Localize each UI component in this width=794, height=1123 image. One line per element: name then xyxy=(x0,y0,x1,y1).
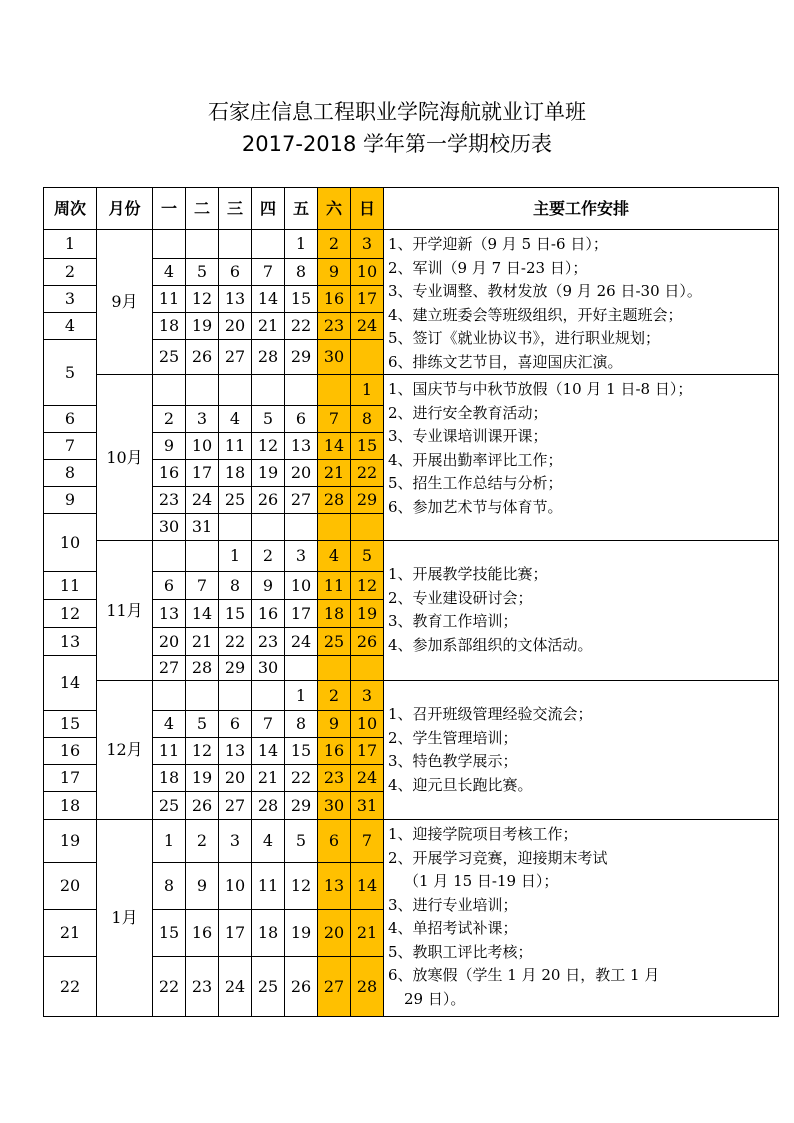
day-cell: 15 xyxy=(153,910,186,957)
day-cell: 27 xyxy=(285,487,318,514)
day-cell: 21 xyxy=(186,628,219,656)
week-number: 21 xyxy=(44,910,97,957)
weekend-day-cell: 5 xyxy=(351,541,384,572)
task-item: 3、专业课培训课开课； xyxy=(388,427,548,445)
day-cell: 11 xyxy=(153,286,186,313)
weekend-day-cell: 19 xyxy=(351,600,384,628)
task-item: 1、国庆节与中秋节放假（10 月 1 日-8 日）； xyxy=(388,380,693,398)
weekend-day-cell xyxy=(351,514,384,541)
day-cell: 16 xyxy=(186,910,219,957)
day-cell: 14 xyxy=(252,286,285,313)
weekend-day-cell: 7 xyxy=(318,406,351,433)
task-item: 29 日）。 xyxy=(404,989,466,1008)
day-cell: 10 xyxy=(219,863,252,910)
week-row xyxy=(44,681,779,711)
day-cell: 13 xyxy=(219,286,252,313)
week-number: 19 xyxy=(44,820,97,863)
day-cell: 6 xyxy=(219,259,252,286)
day-cell: 10 xyxy=(285,572,318,600)
day-cell: 24 xyxy=(285,628,318,656)
week-number: 12 xyxy=(44,600,97,628)
day-cell: 16 xyxy=(252,600,285,628)
document-subtitle: 2017-2018 学年第一学期校历表 xyxy=(241,132,553,156)
day-cell: 7 xyxy=(186,572,219,600)
task-item: 2、军训（9 月 7 日-23 日）； xyxy=(388,258,588,277)
day-cell: 5 xyxy=(186,711,219,738)
day-cell: 6 xyxy=(285,406,318,433)
day-cell: 9 xyxy=(186,863,219,910)
day-cell: 1 xyxy=(285,681,318,711)
weekend-day-cell xyxy=(318,375,351,406)
weekend-day-cell: 23 xyxy=(318,765,351,792)
weekend-day-cell: 11 xyxy=(318,572,351,600)
week-number: 7 xyxy=(44,433,97,460)
weekend-day-cell: 3 xyxy=(351,681,384,711)
task-item: 3、专业调整、教材发放（9 月 26 日-30 日）。 xyxy=(388,282,702,300)
weekend-day-cell xyxy=(351,656,384,681)
day-cell: 21 xyxy=(252,765,285,792)
week-number: 9 xyxy=(44,487,97,514)
day-cell: 4 xyxy=(153,711,186,738)
day-cell: 19 xyxy=(186,765,219,792)
header-cell: 周次 xyxy=(44,188,97,230)
weekend-day-cell: 22 xyxy=(351,460,384,487)
day-cell xyxy=(285,514,318,541)
header-cell: 四 xyxy=(252,188,285,230)
day-cell: 6 xyxy=(153,572,186,600)
day-cell: 21 xyxy=(252,313,285,340)
day-cell: 18 xyxy=(252,910,285,957)
day-cell: 12 xyxy=(186,738,219,765)
week-number: 16 xyxy=(44,738,97,765)
day-cell: 26 xyxy=(285,957,318,1017)
day-cell: 13 xyxy=(219,738,252,765)
day-cell: 12 xyxy=(252,433,285,460)
week-number: 15 xyxy=(44,711,97,738)
day-cell xyxy=(252,681,285,711)
weekend-day-cell: 16 xyxy=(318,286,351,313)
day-cell: 11 xyxy=(153,738,186,765)
week-number: 18 xyxy=(44,792,97,820)
week-number: 11 xyxy=(44,572,97,600)
weekend-day-cell: 21 xyxy=(318,460,351,487)
work-arrangement xyxy=(384,681,779,820)
day-cell: 27 xyxy=(219,340,252,375)
weekend-day-cell: 14 xyxy=(318,433,351,460)
header-cell: 三 xyxy=(219,188,252,230)
header-cell: 月份 xyxy=(97,188,153,230)
work-arrangement xyxy=(384,541,779,681)
day-cell: 18 xyxy=(219,460,252,487)
day-cell: 15 xyxy=(285,286,318,313)
weekend-day-cell: 28 xyxy=(351,957,384,1017)
day-cell: 28 xyxy=(252,792,285,820)
week-row xyxy=(44,230,779,259)
day-cell: 8 xyxy=(285,711,318,738)
day-cell: 2 xyxy=(153,406,186,433)
task-item: 2、专业建设研讨会； xyxy=(388,588,533,607)
work-arrangement xyxy=(384,230,779,375)
weekend-day-cell: 10 xyxy=(351,259,384,286)
weekend-day-cell: 24 xyxy=(351,313,384,340)
weekend-day-cell: 18 xyxy=(318,600,351,628)
task-item: 5、签订《就业协议书》，进行职业规划； xyxy=(388,329,661,347)
day-cell: 23 xyxy=(186,957,219,1017)
day-cell: 5 xyxy=(186,259,219,286)
weekend-day-cell xyxy=(318,656,351,681)
week-number: 6 xyxy=(44,406,97,433)
day-cell: 26 xyxy=(186,340,219,375)
weekend-day-cell: 26 xyxy=(351,628,384,656)
weekend-day-cell: 4 xyxy=(318,541,351,572)
weekend-day-cell: 27 xyxy=(318,957,351,1017)
day-cell: 24 xyxy=(219,957,252,1017)
day-cell: 9 xyxy=(252,572,285,600)
week-row xyxy=(44,541,779,572)
week-number: 3 xyxy=(44,286,97,313)
day-cell: 1 xyxy=(153,820,186,863)
week-number: 17 xyxy=(44,765,97,792)
weekend-day-cell: 1 xyxy=(351,375,384,406)
day-cell: 8 xyxy=(285,259,318,286)
day-cell: 4 xyxy=(219,406,252,433)
weekend-day-cell: 28 xyxy=(318,487,351,514)
day-cell: 19 xyxy=(285,910,318,957)
day-cell: 19 xyxy=(186,313,219,340)
day-cell: 30 xyxy=(153,514,186,541)
weekend-day-cell: 30 xyxy=(318,340,351,375)
day-cell: 5 xyxy=(252,406,285,433)
weekend-day-cell xyxy=(351,340,384,375)
day-cell: 8 xyxy=(219,572,252,600)
day-cell: 20 xyxy=(219,765,252,792)
week-number: 13 xyxy=(44,628,97,656)
task-item: 6、参加艺术节与体育节。 xyxy=(388,497,563,516)
work-arrangement xyxy=(384,375,779,541)
weekend-day-cell: 6 xyxy=(318,820,351,863)
weekend-day-cell: 7 xyxy=(351,820,384,863)
day-cell xyxy=(153,681,186,711)
task-item: 6、放寒假（学生 1 月 20 日，教工 1 月 xyxy=(388,966,660,984)
task-item: 6、排练文艺节目，喜迎国庆汇演。 xyxy=(388,352,623,371)
day-cell: 30 xyxy=(252,656,285,681)
day-cell xyxy=(219,514,252,541)
day-cell: 17 xyxy=(186,460,219,487)
day-cell: 29 xyxy=(285,340,318,375)
weekend-day-cell: 31 xyxy=(351,792,384,820)
task-item: 4、单招考试补课； xyxy=(388,919,518,937)
day-cell: 28 xyxy=(252,340,285,375)
day-cell: 6 xyxy=(219,711,252,738)
day-cell xyxy=(186,541,219,572)
day-cell: 13 xyxy=(153,600,186,628)
day-cell: 7 xyxy=(252,711,285,738)
calendar-table xyxy=(43,187,779,1017)
weekend-day-cell: 2 xyxy=(318,681,351,711)
day-cell: 23 xyxy=(153,487,186,514)
task-item: 1、召开班级管理经验交流会； xyxy=(388,705,593,723)
weekend-day-cell xyxy=(318,514,351,541)
header-cell: 二 xyxy=(186,188,219,230)
day-cell: 20 xyxy=(285,460,318,487)
day-cell: 26 xyxy=(186,792,219,820)
day-cell: 27 xyxy=(153,656,186,681)
weekend-day-cell: 30 xyxy=(318,792,351,820)
weekend-day-cell: 17 xyxy=(351,738,384,765)
task-item: 3、特色教学展示； xyxy=(388,752,518,770)
document-title: 石家庄信息工程职业学院海航就业订单班 xyxy=(208,100,586,124)
task-item: （1 月 15 日-19 日）； xyxy=(404,872,559,890)
day-cell: 16 xyxy=(153,460,186,487)
day-cell: 12 xyxy=(285,863,318,910)
day-cell: 11 xyxy=(219,433,252,460)
task-item: 2、进行安全教育活动； xyxy=(388,403,548,422)
day-cell xyxy=(219,230,252,259)
work-arrangement xyxy=(384,820,779,1017)
month-label: 9月 xyxy=(97,230,153,375)
day-cell xyxy=(219,375,252,406)
month-label: 1月 xyxy=(97,820,153,1017)
task-item: 2、学生管理培训； xyxy=(388,728,518,747)
day-cell xyxy=(252,514,285,541)
day-cell: 8 xyxy=(153,863,186,910)
day-cell: 9 xyxy=(153,433,186,460)
day-cell: 20 xyxy=(219,313,252,340)
weekend-day-cell: 3 xyxy=(351,230,384,259)
day-cell: 19 xyxy=(252,460,285,487)
header-cell: 五 xyxy=(285,188,318,230)
task-item: 3、进行专业培训； xyxy=(388,895,518,914)
day-cell: 31 xyxy=(186,514,219,541)
day-cell xyxy=(153,541,186,572)
day-cell: 28 xyxy=(186,656,219,681)
week-number: 20 xyxy=(44,863,97,910)
day-cell: 15 xyxy=(285,738,318,765)
header-cell: 日 xyxy=(351,188,384,230)
header-cell: 一 xyxy=(153,188,186,230)
day-cell: 7 xyxy=(252,259,285,286)
day-cell: 3 xyxy=(285,541,318,572)
week-row xyxy=(44,820,779,863)
day-cell: 26 xyxy=(252,487,285,514)
weekend-day-cell: 21 xyxy=(351,910,384,957)
week-number: 10 xyxy=(44,514,97,572)
day-cell: 29 xyxy=(285,792,318,820)
month-label: 12月 xyxy=(97,681,153,820)
month-label: 11月 xyxy=(97,541,153,681)
day-cell xyxy=(285,375,318,406)
day-cell: 25 xyxy=(252,957,285,1017)
day-cell: 20 xyxy=(153,628,186,656)
day-cell xyxy=(186,230,219,259)
header-cell: 六 xyxy=(318,188,351,230)
task-item: 4、建立班委会等班级组织，开好主题班会； xyxy=(388,305,683,324)
day-cell: 25 xyxy=(219,487,252,514)
day-cell: 3 xyxy=(186,406,219,433)
weekend-day-cell: 20 xyxy=(318,910,351,957)
header-cell: 主要工作安排 xyxy=(384,188,779,230)
task-item: 5、招生工作总结与分析； xyxy=(388,474,563,492)
day-cell: 11 xyxy=(252,863,285,910)
day-cell: 14 xyxy=(252,738,285,765)
task-item: 1、开展教学技能比赛； xyxy=(388,565,548,583)
week-number: 4 xyxy=(44,313,97,340)
day-cell: 4 xyxy=(153,259,186,286)
day-cell xyxy=(186,375,219,406)
day-cell xyxy=(219,681,252,711)
day-cell: 13 xyxy=(285,433,318,460)
day-cell: 12 xyxy=(186,286,219,313)
day-cell: 25 xyxy=(153,340,186,375)
day-cell xyxy=(252,230,285,259)
weekend-day-cell: 12 xyxy=(351,572,384,600)
weekend-day-cell: 9 xyxy=(318,711,351,738)
day-cell: 2 xyxy=(186,820,219,863)
day-cell: 5 xyxy=(285,820,318,863)
day-cell xyxy=(252,375,285,406)
week-number: 5 xyxy=(44,340,97,406)
day-cell: 17 xyxy=(285,600,318,628)
day-cell xyxy=(186,681,219,711)
day-cell xyxy=(153,230,186,259)
day-cell: 15 xyxy=(219,600,252,628)
day-cell: 22 xyxy=(285,313,318,340)
day-cell: 29 xyxy=(219,656,252,681)
day-cell: 22 xyxy=(153,957,186,1017)
task-item: 4、参加系部组织的文体活动。 xyxy=(388,635,593,654)
day-cell: 3 xyxy=(219,820,252,863)
week-number: 14 xyxy=(44,656,97,711)
weekend-day-cell: 2 xyxy=(318,230,351,259)
day-cell: 10 xyxy=(186,433,219,460)
weekend-day-cell: 24 xyxy=(351,765,384,792)
day-cell: 22 xyxy=(219,628,252,656)
week-number: 1 xyxy=(44,230,97,259)
weekend-day-cell: 13 xyxy=(318,863,351,910)
weekend-day-cell: 23 xyxy=(318,313,351,340)
task-item: 1、开学迎新（9 月 5 日-6 日）； xyxy=(388,235,608,253)
day-cell: 27 xyxy=(219,792,252,820)
week-number: 22 xyxy=(44,957,97,1017)
week-number: 8 xyxy=(44,460,97,487)
task-item: 2、开展学习竞赛，迎接期末考试 xyxy=(388,848,608,867)
week-row xyxy=(44,375,779,406)
day-cell: 23 xyxy=(252,628,285,656)
task-item: 4、开展出勤率评比工作； xyxy=(388,450,563,469)
day-cell: 18 xyxy=(153,313,186,340)
weekend-day-cell: 8 xyxy=(351,406,384,433)
weekend-day-cell: 15 xyxy=(351,433,384,460)
weekend-day-cell: 17 xyxy=(351,286,384,313)
weekend-day-cell: 10 xyxy=(351,711,384,738)
day-cell: 17 xyxy=(219,910,252,957)
weekend-day-cell: 25 xyxy=(318,628,351,656)
day-cell: 2 xyxy=(252,541,285,572)
day-cell xyxy=(285,656,318,681)
weekend-day-cell: 16 xyxy=(318,738,351,765)
day-cell: 25 xyxy=(153,792,186,820)
task-item: 5、教职工评比考核； xyxy=(388,942,533,961)
day-cell: 18 xyxy=(153,765,186,792)
week-number: 2 xyxy=(44,259,97,286)
month-label: 10月 xyxy=(97,375,153,541)
task-item: 1、迎接学院项目考核工作； xyxy=(388,825,578,843)
day-cell: 22 xyxy=(285,765,318,792)
weekend-day-cell: 29 xyxy=(351,487,384,514)
day-cell: 4 xyxy=(252,820,285,863)
day-cell: 24 xyxy=(186,487,219,514)
day-cell: 1 xyxy=(285,230,318,259)
task-item: 3、教育工作培训； xyxy=(388,612,518,630)
weekend-day-cell: 9 xyxy=(318,259,351,286)
weekend-day-cell: 14 xyxy=(351,863,384,910)
header-row xyxy=(44,188,779,230)
day-cell: 14 xyxy=(186,600,219,628)
day-cell xyxy=(153,375,186,406)
task-item: 4、迎元旦长跑比赛。 xyxy=(388,775,533,794)
day-cell: 1 xyxy=(219,541,252,572)
